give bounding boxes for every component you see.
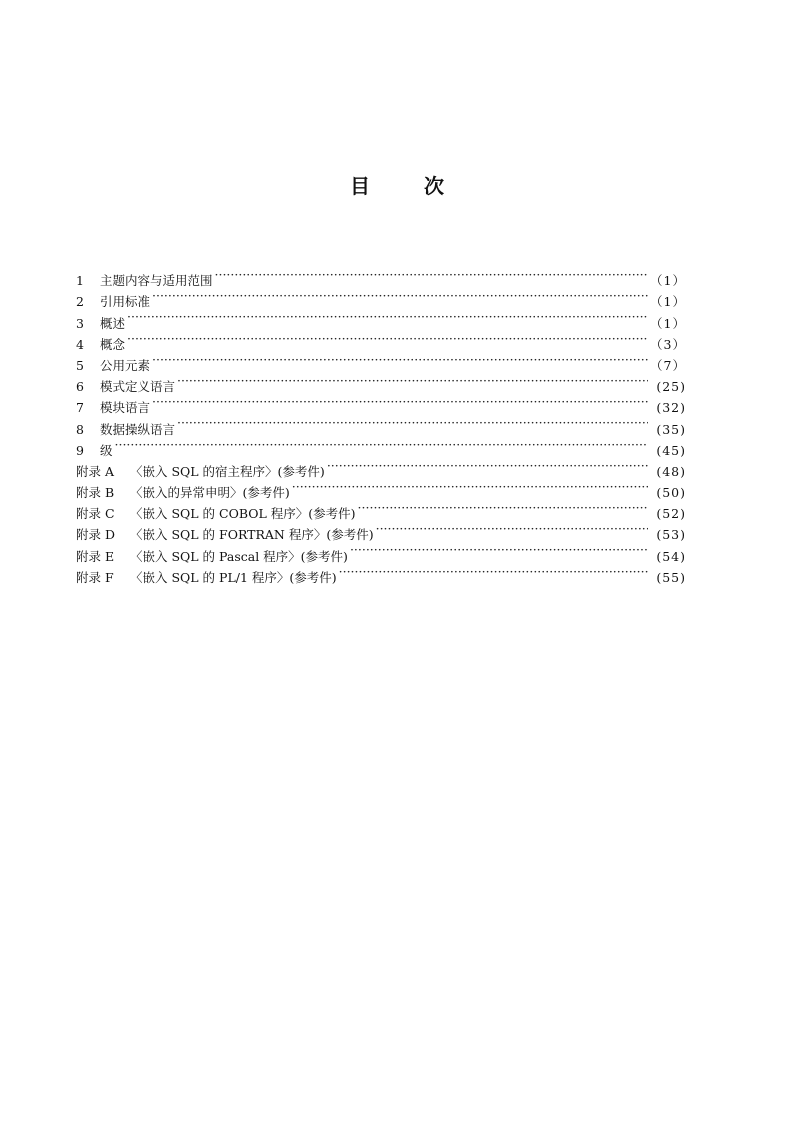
toc-entry-label: 模块语言 bbox=[100, 400, 151, 416]
toc-entry[interactable] bbox=[76, 434, 686, 458]
toc-entry-number: 8 bbox=[76, 421, 84, 437]
toc-leader-dots bbox=[339, 561, 648, 582]
toc-entry[interactable] bbox=[76, 264, 686, 289]
toc-leader-dots bbox=[177, 412, 648, 433]
toc-entry-number: 附录 E bbox=[76, 548, 115, 564]
toc-entry-number: 5 bbox=[76, 357, 84, 373]
toc-entry-number: 6 bbox=[76, 379, 84, 395]
toc-entry[interactable] bbox=[76, 412, 686, 437]
toc-entry-page: (52) bbox=[656, 506, 686, 522]
toc-entry[interactable] bbox=[76, 306, 686, 331]
toc-leader-dots bbox=[127, 328, 648, 349]
toc-entry-number: 1 bbox=[76, 273, 84, 289]
toc-entry-number: 7 bbox=[76, 400, 84, 416]
toc-entry-page: (45) bbox=[656, 442, 686, 458]
toc-leader-dots bbox=[215, 264, 648, 285]
toc-entry-number: 附录 F bbox=[76, 569, 114, 585]
toc-leader-dots bbox=[350, 539, 648, 560]
toc-entry-number: 附录 B bbox=[76, 485, 115, 501]
toc-entry-label: 〈嵌入 SQL 的 COBOL 程序〉(参考件) bbox=[130, 506, 356, 522]
toc-entry-label: 〈嵌入 SQL 的 Pascal 程序〉(参考件) bbox=[130, 548, 348, 564]
toc-entry-page: (53) bbox=[656, 527, 686, 543]
toc-entry-page: （1） bbox=[650, 315, 686, 331]
toc-entry-label: 公用元素 bbox=[100, 357, 151, 373]
toc-entry-label: 级 bbox=[100, 442, 113, 458]
toc-entry-label: 概述 bbox=[100, 315, 126, 331]
toc-entry-page: （1） bbox=[650, 294, 686, 310]
toc-leader-dots bbox=[327, 455, 648, 476]
toc-entry-number: 附录 A bbox=[76, 463, 115, 479]
toc-entry-number: 附录 D bbox=[76, 527, 115, 543]
toc-entry-label: 〈嵌入 SQL 的 PL/1 程序〉(参考件) bbox=[130, 569, 337, 585]
toc-entry[interactable] bbox=[76, 391, 686, 416]
toc-entry-page: (35) bbox=[656, 421, 686, 437]
toc-entry[interactable] bbox=[76, 349, 686, 373]
toc-leader-dots bbox=[376, 518, 648, 539]
toc-entry-number: 4 bbox=[76, 336, 84, 352]
toc-entry-number: 3 bbox=[76, 315, 84, 331]
toc-leader-dots bbox=[292, 476, 648, 497]
toc-entry-label: 〈嵌入 SQL 的 FORTRAN 程序〉(参考件) bbox=[130, 527, 374, 543]
toc-leader-dots bbox=[358, 497, 648, 518]
page-title bbox=[0, 170, 794, 199]
toc-entry-label: 数据操纵语言 bbox=[100, 421, 176, 437]
toc-entry-page: (32) bbox=[656, 400, 686, 416]
toc-entry[interactable] bbox=[76, 285, 686, 310]
toc-entry-page: (48) bbox=[656, 463, 686, 479]
toc-leader-dots bbox=[127, 306, 648, 327]
toc-entry-number: 9 bbox=[76, 442, 84, 458]
toc-entry-label: 引用标准 bbox=[100, 294, 151, 310]
toc-leader-dots bbox=[115, 434, 648, 455]
toc-entry-label: 〈嵌入的异常申明〉(参考件) bbox=[130, 485, 290, 501]
toc-entry-page: (25) bbox=[656, 379, 686, 395]
toc-entry[interactable] bbox=[76, 455, 686, 479]
toc-entry[interactable] bbox=[76, 328, 686, 352]
toc-entry-label: 概念 bbox=[100, 336, 126, 352]
toc-entry-label: 〈嵌入 SQL 的宿主程序〉(参考件) bbox=[130, 463, 325, 479]
toc-entry-page: （7） bbox=[650, 357, 686, 373]
toc-entry-page: （3） bbox=[650, 336, 686, 352]
toc-leader-dots bbox=[152, 349, 648, 370]
toc-entry[interactable] bbox=[76, 370, 686, 395]
toc-leader-dots bbox=[152, 391, 648, 412]
toc-entry-label: 主题内容与适用范围 bbox=[100, 273, 213, 289]
page-title-right: 次 bbox=[424, 174, 444, 198]
toc-entry-page: （1） bbox=[650, 273, 686, 289]
page-title-left: 目 bbox=[350, 174, 370, 198]
toc-leader-dots bbox=[152, 285, 648, 306]
toc-leader-dots bbox=[177, 370, 648, 391]
toc-entry-page: (54) bbox=[656, 548, 686, 564]
toc-entry-number: 附录 C bbox=[76, 506, 115, 522]
toc-entry-page: (50) bbox=[656, 485, 686, 501]
toc-entry-page: (55) bbox=[656, 569, 686, 585]
toc-entry-label: 模式定义语言 bbox=[100, 379, 176, 395]
toc-entry-number: 2 bbox=[76, 294, 84, 310]
table-of-contents bbox=[76, 264, 686, 585]
